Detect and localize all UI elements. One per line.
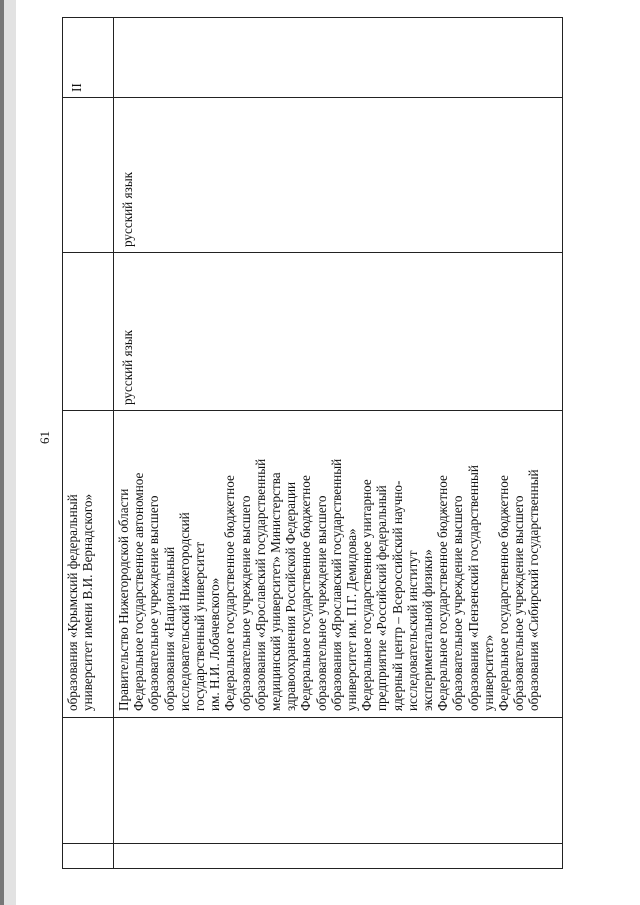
language-cell bbox=[63, 98, 114, 253]
language-cell: русский язык bbox=[114, 98, 563, 253]
text-line: государственный университет bbox=[192, 541, 208, 711]
empty-cell bbox=[63, 718, 114, 844]
text-line: образования «Ярославский государственный bbox=[252, 458, 268, 711]
empty-cell bbox=[114, 718, 563, 844]
level-cell bbox=[114, 18, 563, 98]
text-line: университет» bbox=[480, 634, 496, 711]
text-line: образовательное учреждение высшего bbox=[313, 495, 329, 711]
rotated-page bbox=[62, 18, 562, 869]
page-number: 61 bbox=[37, 431, 52, 444]
text-line: Федеральное государственное бюджетное bbox=[435, 475, 451, 711]
text-line: Федеральное государственное бюджетное bbox=[298, 475, 314, 711]
text-line: ядерный центр – Всероссийский научно- bbox=[389, 480, 405, 711]
language-cell bbox=[63, 253, 114, 411]
text-line: Федеральное государственное бюджетное bbox=[496, 475, 512, 711]
text-line: медицинский университет» Министерства bbox=[268, 472, 284, 711]
text-line: Федеральное государственное автономное bbox=[131, 472, 147, 711]
text-line: исследовательский институт bbox=[404, 550, 420, 711]
text-line: образовательное учреждение высшего bbox=[450, 495, 466, 711]
organization-cell bbox=[63, 411, 114, 718]
text-line: исследовательский Нижегородский bbox=[176, 512, 192, 711]
empty-cell bbox=[63, 844, 114, 869]
text-line: образовательное учреждение высшего bbox=[146, 495, 162, 711]
text-line: университет имени В.И. Вернадского» bbox=[80, 493, 96, 711]
text-line: экспериментальной физики» bbox=[420, 549, 436, 711]
scan-edge-border bbox=[0, 0, 4, 905]
table-row bbox=[63, 18, 114, 869]
table-row bbox=[114, 18, 563, 869]
text-line: им. Н.И. Лобачевского» bbox=[207, 577, 223, 711]
text-line: образования «Сибирский государственный bbox=[526, 469, 542, 711]
text-line: образования «Крымский федеральный bbox=[65, 494, 80, 711]
text-line: университет им. П.Г. Демидова» bbox=[344, 528, 360, 711]
level-cell: II bbox=[63, 18, 114, 98]
program-table bbox=[62, 17, 563, 869]
text-line: образования «Ярославский государственный bbox=[328, 458, 344, 711]
text-line: Федеральное государственное бюджетное bbox=[222, 475, 238, 711]
text-line: образовательное учреждение высшего bbox=[511, 495, 527, 711]
text-line: образования «Пензенский государственный bbox=[465, 465, 481, 711]
text-line: Федеральное государственное унитарное bbox=[359, 479, 375, 711]
text-line: предприятие «Российский федеральный bbox=[374, 485, 390, 711]
text-line: здравоохранения Российской Федерации bbox=[283, 481, 299, 711]
text-line: образования «Национальный bbox=[161, 546, 177, 711]
empty-cell bbox=[114, 844, 563, 869]
organization-cell bbox=[114, 411, 563, 718]
text-line: образовательное учреждение высшего bbox=[237, 495, 253, 711]
language-cell: русский язык bbox=[114, 253, 563, 411]
text-line: Правительство Нижегородской области bbox=[116, 488, 131, 711]
